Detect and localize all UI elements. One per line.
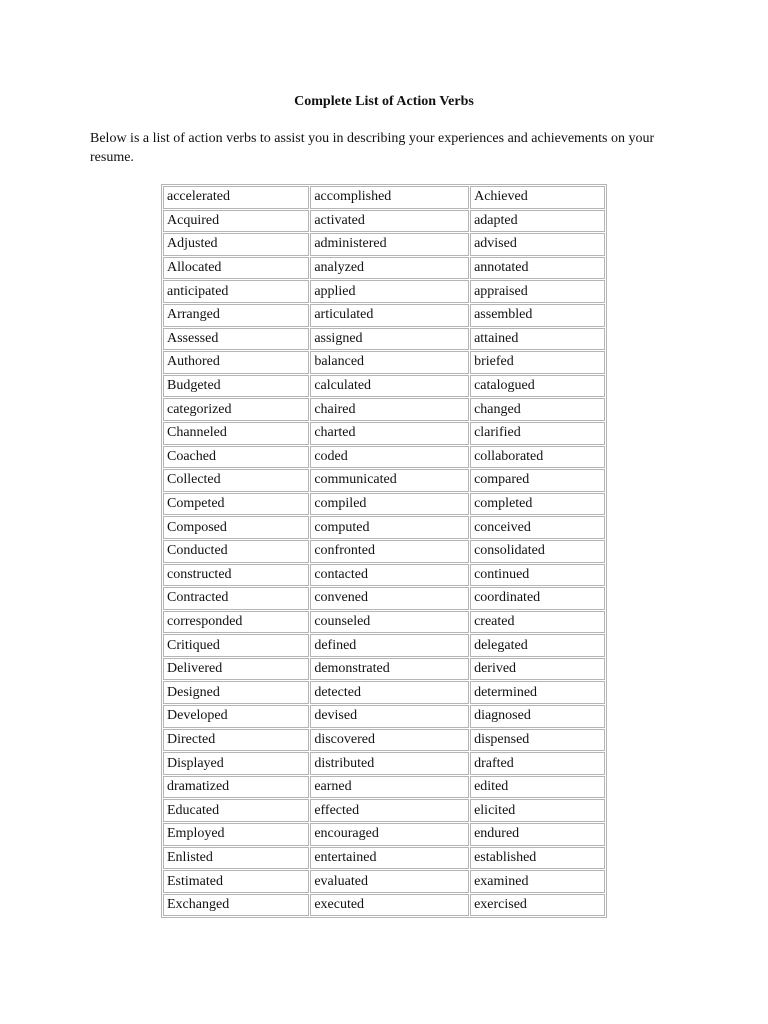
verb-cell: drafted [470, 752, 605, 775]
verb-cell: evaluated [310, 870, 469, 893]
verb-cell: encouraged [310, 823, 469, 846]
verb-cell: Educated [163, 799, 309, 822]
table-row [163, 705, 605, 728]
verb-cell: Estimated [163, 870, 309, 893]
table-row [163, 351, 605, 374]
table-row [163, 564, 605, 587]
verb-cell: catalogued [470, 375, 605, 398]
table-row [163, 304, 605, 327]
table-row [163, 847, 605, 870]
verb-cell: analyzed [310, 257, 469, 280]
verb-cell: annotated [470, 257, 605, 280]
verb-cell: Developed [163, 705, 309, 728]
verb-cell: conceived [470, 516, 605, 539]
verb-cell: balanced [310, 351, 469, 374]
table-row [163, 233, 605, 256]
verb-cell: coordinated [470, 587, 605, 610]
verb-cell: charted [310, 422, 469, 445]
table-row [163, 186, 605, 209]
verb-cell: Contracted [163, 587, 309, 610]
verb-cell: advised [470, 233, 605, 256]
table-row [163, 823, 605, 846]
verb-cell: Employed [163, 823, 309, 846]
verb-cell: Competed [163, 493, 309, 516]
verb-cell: Coached [163, 446, 309, 469]
verb-cell: briefed [470, 351, 605, 374]
verb-cell: Exchanged [163, 894, 309, 917]
table-row [163, 752, 605, 775]
verb-cell: determined [470, 681, 605, 704]
verb-cell: Arranged [163, 304, 309, 327]
verb-cell: elicited [470, 799, 605, 822]
action-verbs-table-body [163, 186, 605, 916]
document-title: Complete List of Action Verbs [294, 94, 474, 109]
table-row [163, 516, 605, 539]
table-row [163, 422, 605, 445]
verb-cell: Displayed [163, 752, 309, 775]
table-row [163, 729, 605, 752]
table-row [163, 634, 605, 657]
table-row [163, 469, 605, 492]
verb-cell: Achieved [470, 186, 605, 209]
intro-paragraph: Below is a list of action verbs to assist you in describing your experiences and achievements on your resume. [90, 131, 655, 165]
verb-cell: Assessed [163, 328, 309, 351]
verb-cell: coded [310, 446, 469, 469]
table-row [163, 446, 605, 469]
verb-cell: Composed [163, 516, 309, 539]
verb-cell: Allocated [163, 257, 309, 280]
verb-cell: categorized [163, 398, 309, 421]
verb-cell: communicated [310, 469, 469, 492]
verb-cell: calculated [310, 375, 469, 398]
verb-cell: corresponded [163, 611, 309, 634]
verb-cell: administered [310, 233, 469, 256]
verb-cell: edited [470, 776, 605, 799]
verb-cell: effected [310, 799, 469, 822]
verb-cell: assembled [470, 304, 605, 327]
verb-cell: created [470, 611, 605, 634]
verb-cell: Acquired [163, 210, 309, 233]
verb-cell: earned [310, 776, 469, 799]
verb-cell: Channeled [163, 422, 309, 445]
verb-cell: contacted [310, 564, 469, 587]
table-row [163, 493, 605, 516]
verb-cell: Delivered [163, 658, 309, 681]
table-row [163, 375, 605, 398]
verb-cell: detected [310, 681, 469, 704]
verb-cell: examined [470, 870, 605, 893]
verb-cell: entertained [310, 847, 469, 870]
verb-cell: dispensed [470, 729, 605, 752]
verb-cell: Authored [163, 351, 309, 374]
verb-cell: exercised [470, 894, 605, 917]
verb-cell: chaired [310, 398, 469, 421]
verb-cell: Adjusted [163, 233, 309, 256]
table-row [163, 587, 605, 610]
verb-cell: convened [310, 587, 469, 610]
verb-cell: changed [470, 398, 605, 421]
table-row [163, 540, 605, 563]
verb-cell: accelerated [163, 186, 309, 209]
table-row [163, 776, 605, 799]
verb-cell: executed [310, 894, 469, 917]
verb-cell: diagnosed [470, 705, 605, 728]
verb-cell: appraised [470, 280, 605, 303]
verb-cell: distributed [310, 752, 469, 775]
verb-cell: delegated [470, 634, 605, 657]
verb-cell: Critiqued [163, 634, 309, 657]
verb-cell: collaborated [470, 446, 605, 469]
verb-cell: Designed [163, 681, 309, 704]
verb-cell: computed [310, 516, 469, 539]
action-verbs-table [161, 184, 607, 918]
verb-cell: endured [470, 823, 605, 846]
table-row [163, 799, 605, 822]
verb-cell: defined [310, 634, 469, 657]
table-row [163, 870, 605, 893]
verb-cell: adapted [470, 210, 605, 233]
verb-cell: counseled [310, 611, 469, 634]
table-row [163, 398, 605, 421]
verb-cell: discovered [310, 729, 469, 752]
verb-cell: consolidated [470, 540, 605, 563]
verb-cell: accomplished [310, 186, 469, 209]
table-row [163, 611, 605, 634]
verb-cell: compiled [310, 493, 469, 516]
table-row [163, 210, 605, 233]
table-row [163, 280, 605, 303]
verb-cell: established [470, 847, 605, 870]
verb-cell: demonstrated [310, 658, 469, 681]
verb-cell: clarified [470, 422, 605, 445]
verb-cell: completed [470, 493, 605, 516]
table-row [163, 894, 605, 917]
verb-cell: compared [470, 469, 605, 492]
verb-cell: articulated [310, 304, 469, 327]
verb-cell: Enlisted [163, 847, 309, 870]
verb-cell: applied [310, 280, 469, 303]
verb-cell: attained [470, 328, 605, 351]
verb-cell: confronted [310, 540, 469, 563]
verb-cell: constructed [163, 564, 309, 587]
verb-cell: assigned [310, 328, 469, 351]
verb-cell: derived [470, 658, 605, 681]
verb-cell: Collected [163, 469, 309, 492]
verb-cell: anticipated [163, 280, 309, 303]
verb-cell: activated [310, 210, 469, 233]
table-row [163, 328, 605, 351]
table-row [163, 257, 605, 280]
verb-cell: Budgeted [163, 375, 309, 398]
table-row [163, 681, 605, 704]
table-row [163, 658, 605, 681]
verb-cell: continued [470, 564, 605, 587]
verb-cell: Directed [163, 729, 309, 752]
verb-cell: devised [310, 705, 469, 728]
verb-cell: dramatized [163, 776, 309, 799]
verb-cell: Conducted [163, 540, 309, 563]
